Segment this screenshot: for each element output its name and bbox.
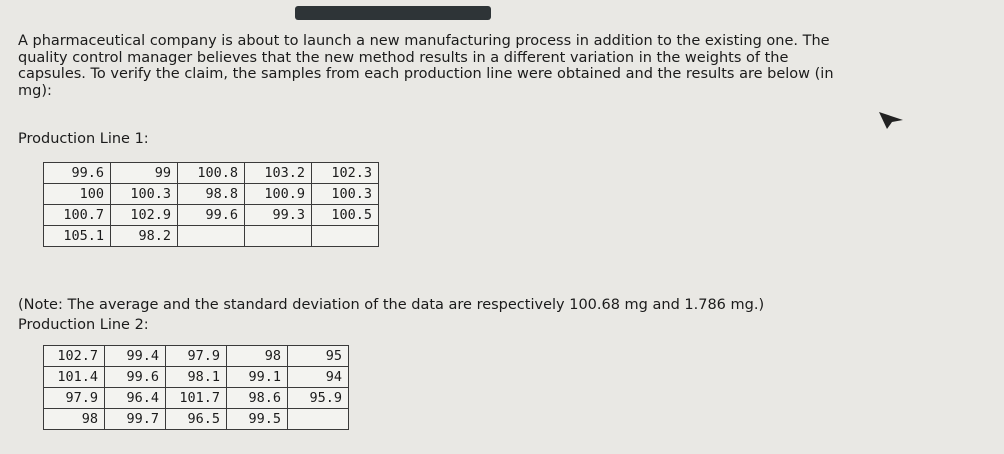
- table-cell: 102.9: [111, 205, 178, 226]
- table-cell: 95: [288, 346, 349, 367]
- table-cell: 98.6: [227, 388, 288, 409]
- table-cell: 97.9: [44, 388, 105, 409]
- table-row: [44, 346, 349, 367]
- table-cell: 100.9: [245, 184, 312, 205]
- table-cell: 98.2: [111, 226, 178, 247]
- table-cell: [288, 409, 349, 430]
- table-cell: 98.1: [166, 367, 227, 388]
- table-cell: 102.7: [44, 346, 105, 367]
- table-cell: 100.7: [44, 205, 111, 226]
- table-cell: 98: [44, 409, 105, 430]
- table-cell: 96.4: [105, 388, 166, 409]
- table-row: [44, 205, 379, 226]
- table-row: [44, 388, 349, 409]
- table-cell: 102.3: [312, 163, 379, 184]
- table-cell: 99.6: [105, 367, 166, 388]
- table-row: [44, 184, 379, 205]
- table-cell: 99.6: [178, 205, 245, 226]
- production-line-1-table: [43, 162, 379, 247]
- table-cell: 99: [111, 163, 178, 184]
- production-line-2-label: Production Line 2:: [18, 317, 149, 333]
- table-cell: [312, 226, 379, 247]
- mouse-pointer-icon: [877, 110, 905, 130]
- table-row: [44, 226, 379, 247]
- table-cell: 103.2: [245, 163, 312, 184]
- table-cell: 99.3: [245, 205, 312, 226]
- table-cell: 100.8: [178, 163, 245, 184]
- table-cell: 97.9: [166, 346, 227, 367]
- table-cell: [178, 226, 245, 247]
- table-cell: 101.7: [166, 388, 227, 409]
- table-cell: 94: [288, 367, 349, 388]
- table-row: [44, 367, 349, 388]
- table-cell: 98.8: [178, 184, 245, 205]
- table-cell: 99.4: [105, 346, 166, 367]
- table-cell: 95.9: [288, 388, 349, 409]
- table-cell: [245, 226, 312, 247]
- table-cell: 96.5: [166, 409, 227, 430]
- table-cell: 101.4: [44, 367, 105, 388]
- top-bar: [295, 6, 491, 20]
- table-cell: 105.1: [44, 226, 111, 247]
- table-cell: 98: [227, 346, 288, 367]
- table-cell: 100.3: [111, 184, 178, 205]
- table-row: [44, 163, 379, 184]
- table-cell: 100.3: [312, 184, 379, 205]
- table-cell: 99.5: [227, 409, 288, 430]
- table-cell: 99.6: [44, 163, 111, 184]
- production-line-2-table: [43, 345, 349, 430]
- table-cell: 100.5: [312, 205, 379, 226]
- table-cell: 99.7: [105, 409, 166, 430]
- production-line-1-label: Production Line 1:: [18, 131, 149, 147]
- table-cell: 100: [44, 184, 111, 205]
- note-text: (Note: The average and the standard deviation of the data are respectively 100.68 mg and 1.786 mg.): [18, 297, 765, 313]
- table-cell: 99.1: [227, 367, 288, 388]
- problem-statement: A pharmaceutical company is about to launch a new manufacturing process in addition to the existing one. The quality control manager believes that the new method results in a different variation in the weights of the capsules. To verify the claim, the samples from each production line were obtained and the results are below (in mg):: [18, 33, 834, 99]
- table-row: [44, 409, 349, 430]
